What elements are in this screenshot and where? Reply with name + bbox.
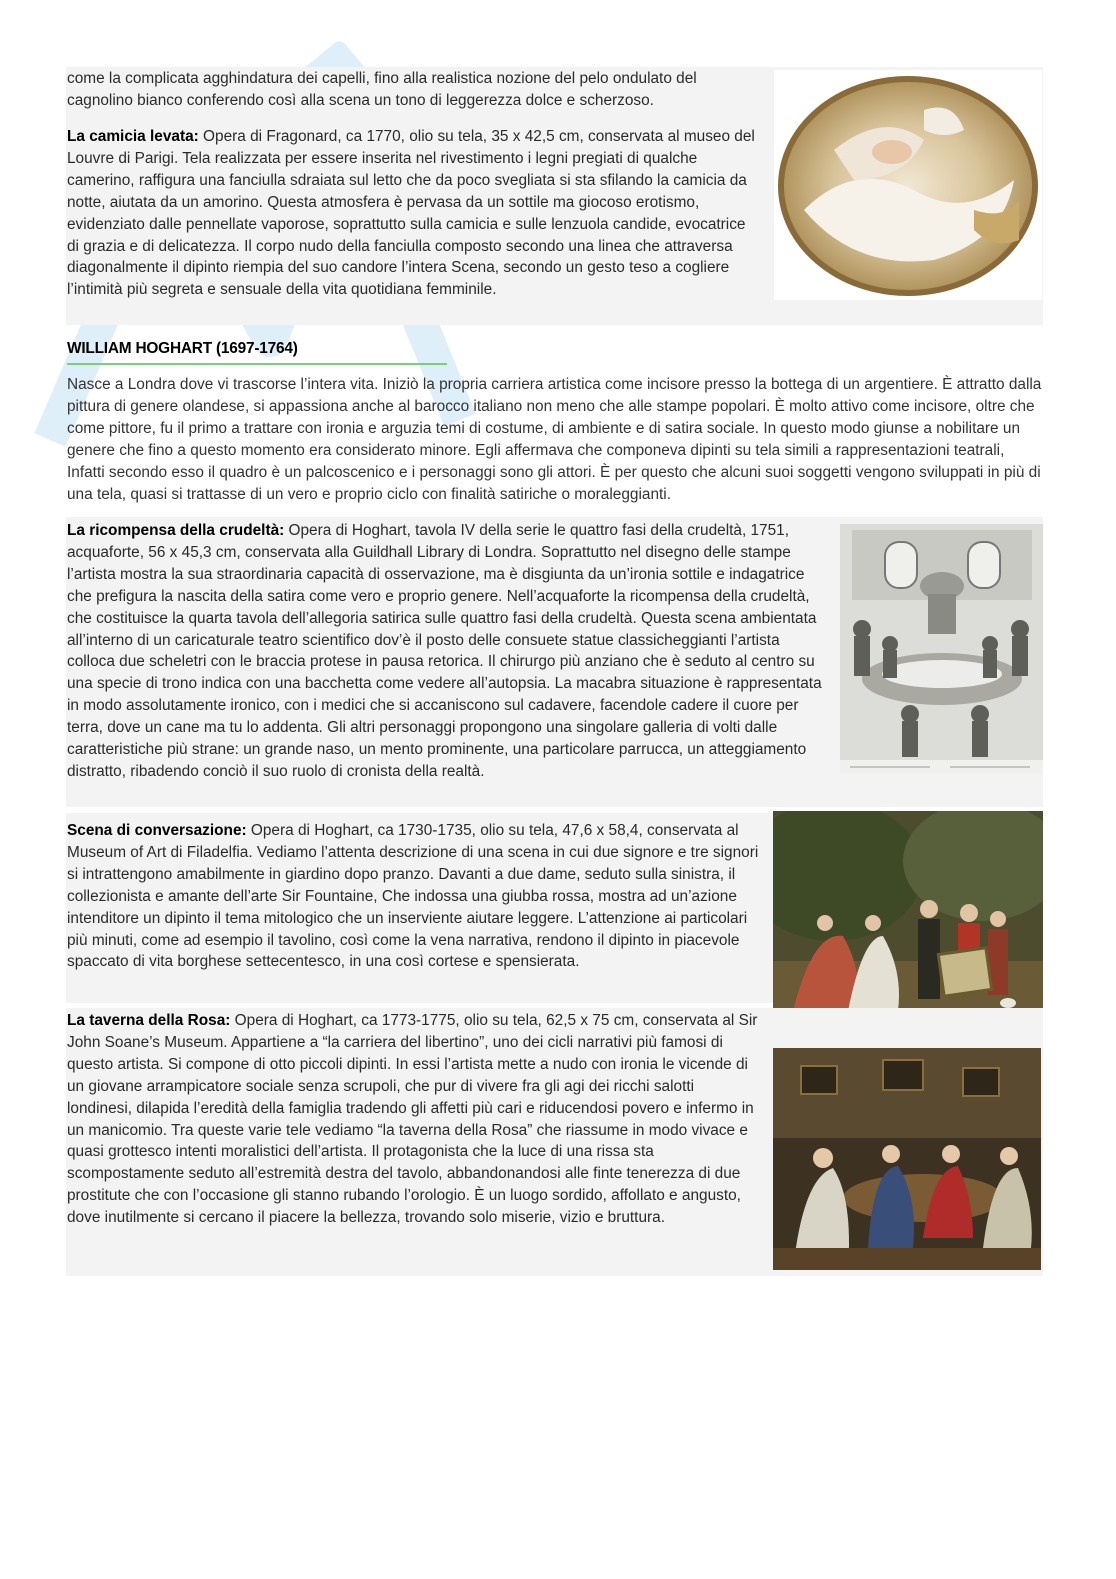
entry-ricompensa-crudelta [67,520,827,783]
painting-taverna-rosa [773,1048,1041,1270]
entry-title: Scena di conversazione: [67,822,247,839]
heading-underline [67,363,447,365]
entry-title: La taverna della Rosa: [67,1012,231,1029]
engraving-ricompensa-crudelta [840,524,1043,774]
entry-camicia-levata [67,126,757,301]
entry-body: Opera di Hoghart, ca 1773-1775, olio su tela, 62,5 x 75 cm, conservata al Sir John Soane’s Museum. Appartiene a “la carriera del libertino”, uno dei cicli narrativi più famosi di questo artista. Si compone di otto piccoli dipinti. In essi l’artista mette a nudo con ironia le vicende di un giovane arrampicatore sociale senza scrupoli, che pur di vivere fra gli agi dei ricchi salotti londinesi, dilapida l’eredità della famiglia tradendo gli affetti più cari e riducendosi povero e infermo in un manicomio. Tra queste varie tele vediamo “la taverna della Rosa” che riassume in modo vivace e quasi grottesco intenti moralistici dell’artista. Il protagonista che la luce di una rissa sta scompostamente seduto all’estremità destra del tavolo, abbandonandosi alle finte tenerezza di due prostitute che con l’occasione gli stanno rubando l’orologio. È un luogo sordido, affollato e angusto, dove inutilmente si cercano il piacere la bellezza, trovando solo miserie, vizio e bruttura. [67,1012,758,1227]
painting-camicia-levata [774,70,1042,300]
section-heading: WILLIAM HOGHART (1697-1764) [67,340,298,357]
entry-scena-conversazione [67,820,759,973]
section-intro: Nasce a Londra dove vi trascorse l’intera vita. Iniziò la propria carriera artistica come incisore presso la bottega di un argentiere. È attratto dalla pittura di genere olandese, si appassiona anche al barocco italiano non meno che alle stampe popolari. È molto attivo come incisore, oltre che come pittore, fu il primo a trattare con ironia e arguzia temi di costume, di ambiente e di satira sociale. In questo modo giunse a nobilitare un genere che fino a questo momento era considerato minore. Egli affermava che componeva dipinti su tela simili a rappresentazioni teatrali, Infatti secondo esso il quadro è un palcoscenico e i personaggi sono gli attori. È per questo che alcuni suoi soggetti vengono sviluppati in più di una tela, quasi si trattasse di un vero e proprio ciclo con finalità satiriche o moraleggianti. [67,376,1042,503]
painting-scena-conversazione [773,811,1043,1023]
entry-title: La camicia levata: [67,128,199,145]
entry-taverna-rosa [67,1010,759,1229]
entry-title: La ricompensa della crudeltà: [67,522,285,539]
entry-body: Opera di Fragonard, ca 1770, olio su tela, 35 x 42,5 cm, conservata al museo del Louvre di Parigi. Tela realizzata per essere inserita nel rivestimento i legni pregiati di qualche camerino, raffigura una fanciulla sdraiata sul letto che da poco svegliata si sta sfilando la camicia da notte, aiutata da un amorino. Questa atmosfera è pervasa da un sottile ma giocoso erotismo, evidenziato dalle pennellate vaporose, soprattutto sulla camicia e sulle lenzuola candide, evocatrice di grazia e di delicatezza. Il corpo nudo della fanciulla composto secondo una linea che attraversa diagonalmente il dipinto riempia del suo candore l’intera Scena, secondo un gesto teso a cogliere l’intimità più segreta e sensuale della vita quotidiana femminile. [67,128,755,299]
entry-body: Opera di Hoghart, tavola IV della serie le quattro fasi della crudeltà, 1751, acquaforte, 56 x 45,3 cm, conservata alla Guildhall Library di Londra. Soprattutto nel disegno delle stampe l’artista mostra la sua straordinaria capacità di osservazione, ma è disgiunta da un’ironia sottile e indagatrice che prefigura la nascita della satira come vero e proprio genere. Nell’acquaforte la ricompensa della crudeltà, che costituisce la quarta tavola dell’allegoria satirica sulle quattro fasi della crudeltà. Questa scena ambientata all’interno di un caricaturale teatro scientifico dov’è il posto delle consuete statue classicheggianti l’artista colloca due scheletri con le braccia protese in pausa retorica. Il chirurgo più anziano che è seduto al centro su una specie di trono indica con una bacchetta come vedere all’autopsia. La macabra situazione è rappresentata in modo assolutamente ironico, con i medici che si accaniscono sul cadavere, facendole cadere il cuore per terra, dove un cane ma tu lo addenta. Gli altri personaggi propongono una singolare galleria di volti dalle caratteristiche più strane: un grande naso, un mento prominente, una particolare parrucca, un atteggiamento distratto, ribadendo conciò il suo ruolo di cronista della realtà. [67,522,822,780]
entry-body: Opera di Hoghart, ca 1730-1735, olio su tela, 47,6 x 58,4, conservata al Museum of Art di Filadelfia. Vediamo l’attenta descrizione di una scena in cui due signore e tre signori si intrattengono amabilmente in giardino dopo pranzo. Davanti a due dame, seduto sulla sinistra, il collezionista e amante dell’arte Sir Fountaine, Che indossa una giubba rossa, mostra ad un’azione intenditore un dipinto il tema mitologico che un inserviente aiutare leggere. L’attenzione ai particolari più minuti, come ad esempio il tavolino, così come la vena narrativa, rendono il dipinto in piacevole spaccato di vita borghese settecentesco, in una così cortese e spensierata. [67,822,759,971]
continuation-paragraph: come la complicata agghindatura dei capelli, fino alla realistica nozione del pelo ondulato del cagnolino bianco conferendo così alla scena un tono di leggerezza dolce e scherzoso. [67,70,697,109]
